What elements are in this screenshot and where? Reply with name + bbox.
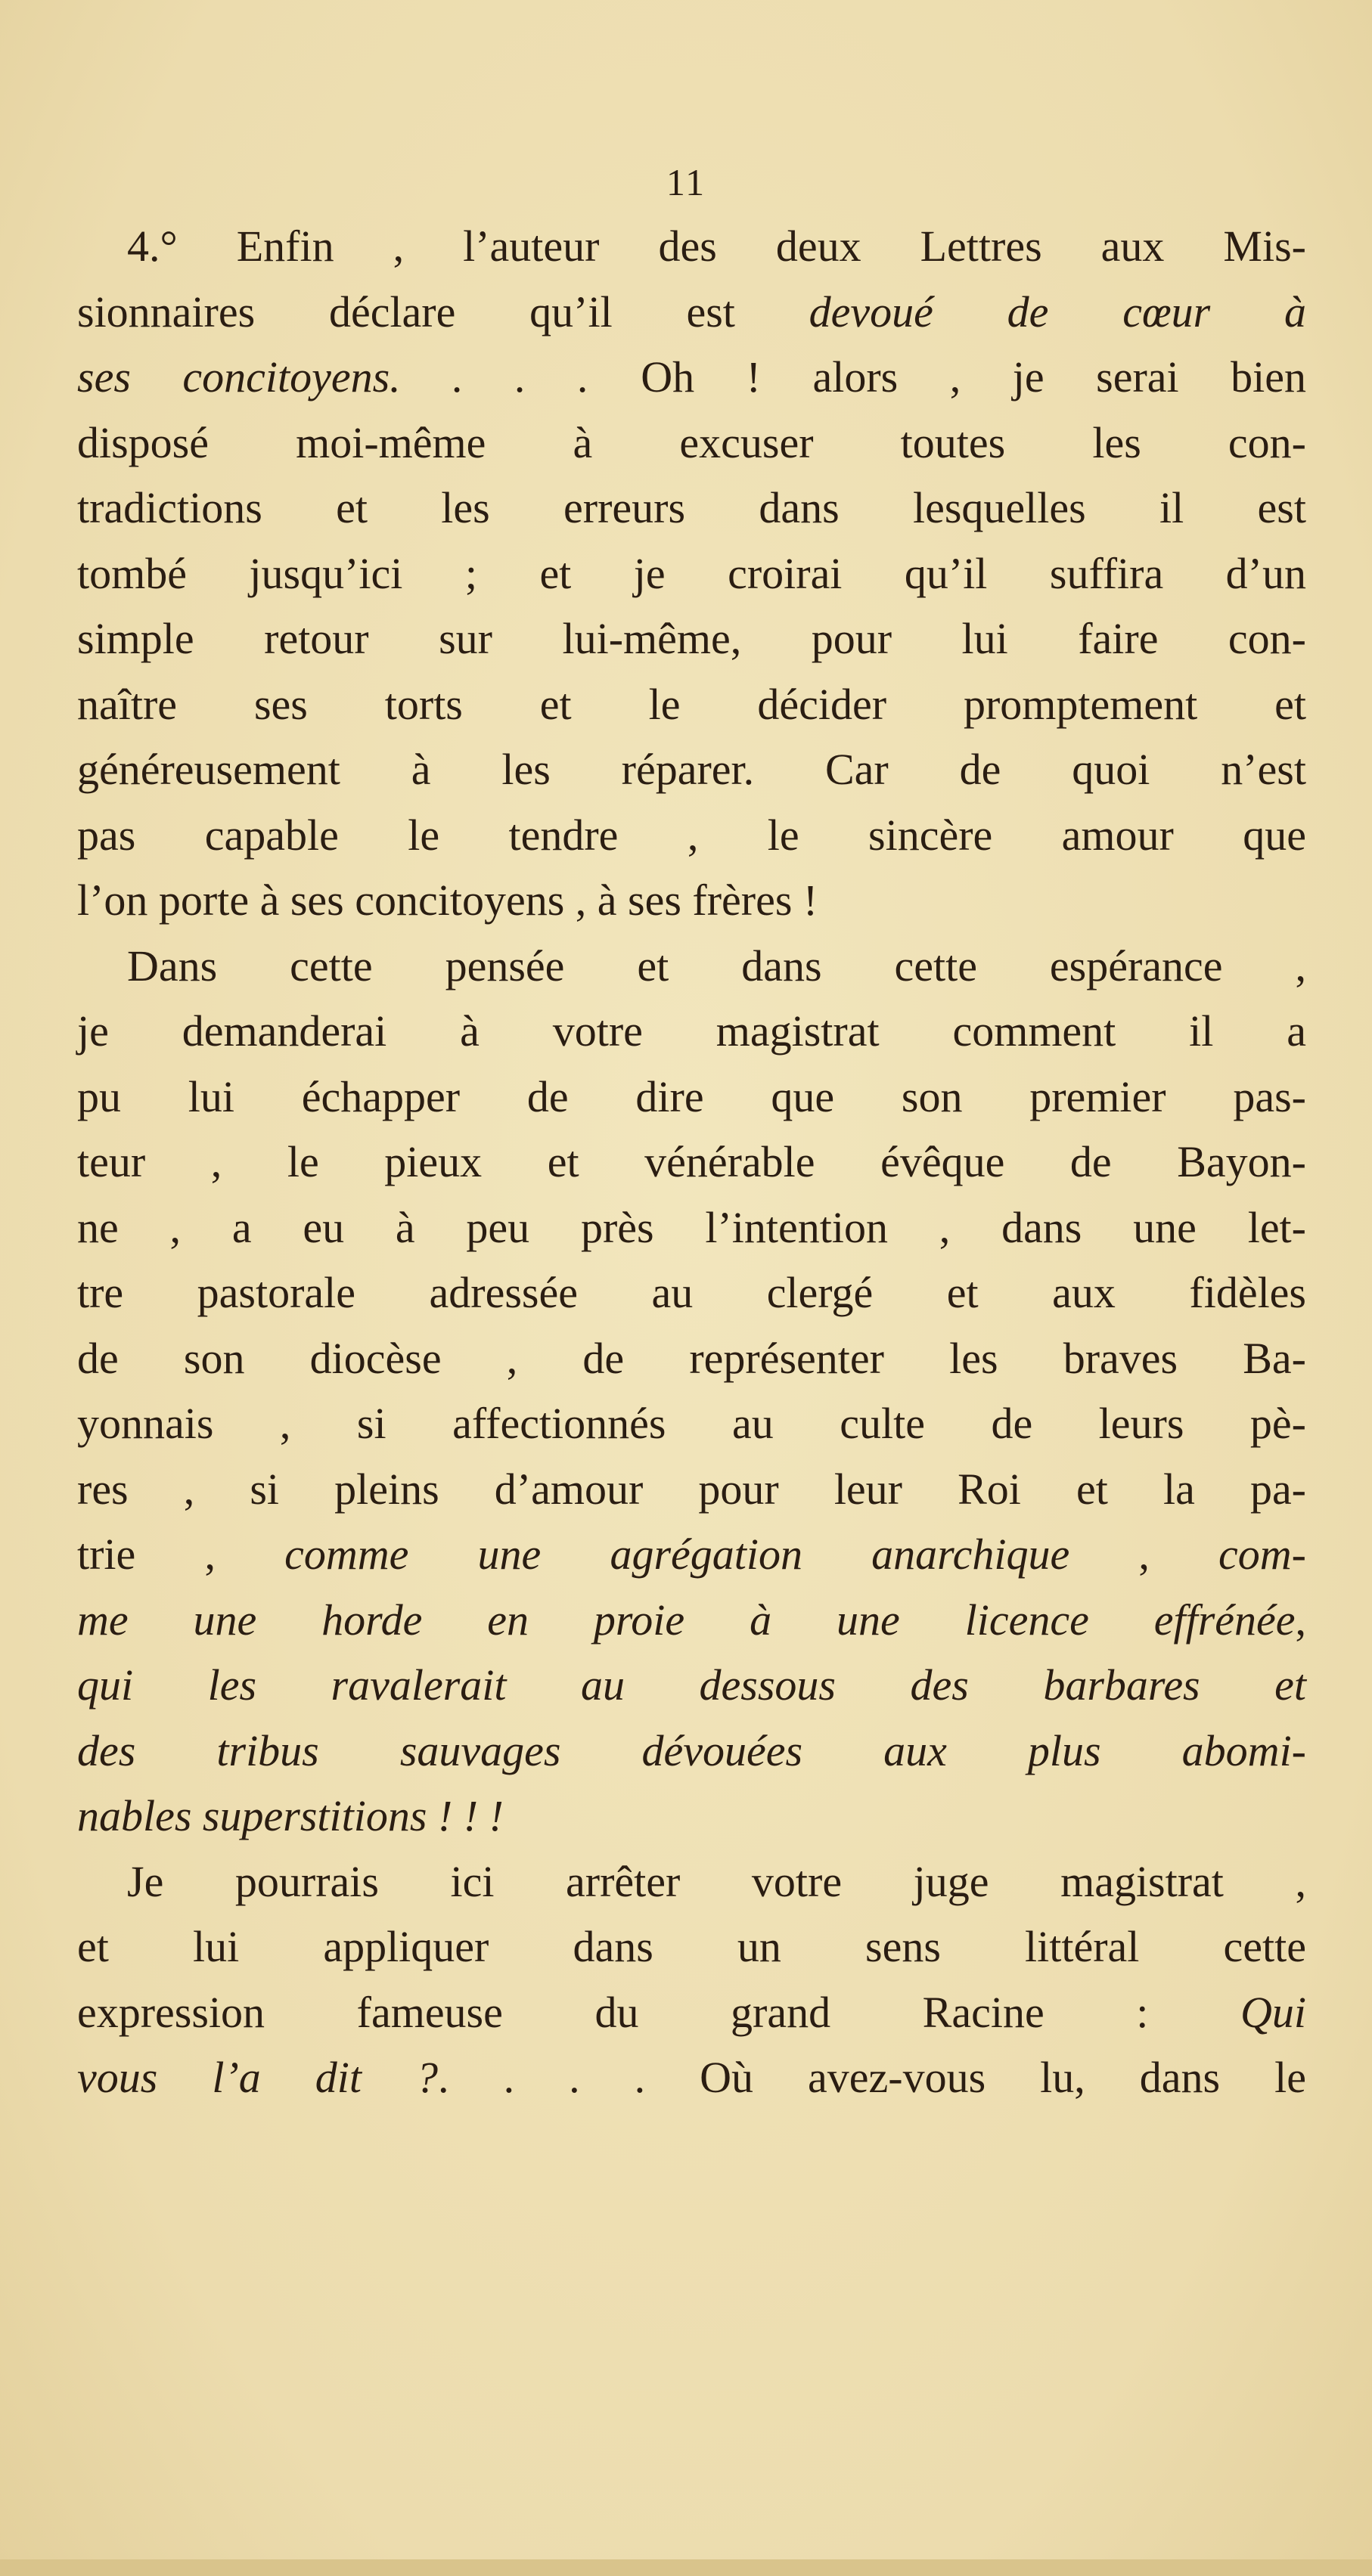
text-segment: pas capable le tendre , le sincère amour que: [77, 810, 1306, 860]
text-line: [77, 1653, 1306, 1719]
text-line: [77, 1130, 1306, 1195]
text-segment: . . . . Où avez-vous lu, dans le: [438, 2053, 1306, 2102]
italic-text: Qui: [1240, 1987, 1306, 2037]
text-segment: sionnaires déclare qu’il est: [77, 287, 809, 336]
text-line: [77, 476, 1306, 541]
text-segment: Dans cette pensée et dans cette espérance ,: [127, 941, 1306, 990]
body-text: [77, 214, 1306, 2111]
text-line: [77, 1522, 1306, 1588]
text-segment: trie ,: [77, 1530, 285, 1579]
text-line: [77, 1914, 1306, 1980]
text-line: [77, 1719, 1306, 1784]
text-line: [77, 1391, 1306, 1457]
text-segment: généreusement à les réparer. Car de quoi n’est: [77, 745, 1306, 794]
text-segment: je demanderai à votre magistrat comment il a: [77, 1006, 1306, 1056]
text-segment: teur , le pieux et vénérable évêque de Bayon-: [77, 1137, 1306, 1186]
italic-text: vous l’a dit ?: [77, 2053, 439, 2102]
text-line: [77, 803, 1306, 869]
text-line: [77, 1260, 1306, 1326]
text-segment: Oh ! alors , je serai bien: [588, 352, 1306, 401]
italic-text: me une horde en proie à une licence effrénée: [77, 1595, 1296, 1644]
text-line: [77, 868, 1306, 934]
text-segment: disposé moi-même à excuser toutes les con-: [77, 417, 1306, 467]
text-segment: de son diocèse , de représenter les braves Ba-: [77, 1333, 1306, 1383]
italic-text: comme une agrégation anarchique: [284, 1530, 1070, 1579]
text-line: [77, 999, 1306, 1065]
text-line: [77, 214, 1306, 280]
italic-text: qui les ravalerait au dessous des barbares et: [77, 1660, 1306, 1710]
text-line: [77, 1588, 1306, 1654]
text-line: [77, 2045, 1306, 2111]
text-segment: ,: [1295, 1595, 1306, 1644]
text-line: [77, 1065, 1306, 1130]
text-line: [77, 1326, 1306, 1392]
text-segment: et lui appliquer dans un sens littéral cette: [77, 1922, 1306, 1971]
text-line: [77, 1457, 1306, 1523]
italic-text: devoué de cœur à: [809, 287, 1306, 336]
page-edge: [0, 2559, 1372, 2576]
text-segment: yonnais , si affectionnés au culte de leurs pè-: [77, 1399, 1306, 1448]
text-line: [77, 280, 1306, 346]
text-segment: tradictions et les erreurs dans lesquelles il est: [77, 483, 1306, 532]
text-line: [77, 1849, 1306, 1915]
text-segment: ne , a eu à peu près l’intention , dans une let-: [77, 1202, 1306, 1252]
text-line: [77, 541, 1306, 607]
text-segment: 4.° Enfin , l’auteur des deux Lettres aux Mis-: [127, 222, 1306, 271]
text-segment: Je pourrais ici arrêter votre juge magistrat ,: [127, 1856, 1306, 1906]
text-segment: tombé jusqu’ici ; et je croirai qu’il suffira d’un: [77, 548, 1306, 598]
text-segment: res , si pleins d’amour pour leur Roi et la pa-: [77, 1464, 1306, 1514]
text-segment: expression fameuse du grand Racine :: [77, 1987, 1240, 2037]
text-line: [77, 1980, 1306, 2046]
text-segment: simple retour sur lui-même, pour lui faire con-: [77, 614, 1306, 663]
text-line: [77, 345, 1306, 411]
text-segment: tre pastorale adressée au clergé et aux fidèles: [77, 1268, 1306, 1317]
italic-text: des tribus sauvages dévouées aux plus abomi-: [77, 1725, 1306, 1775]
text-line: [77, 411, 1306, 476]
page-number: 11: [666, 161, 706, 203]
italic-text: ses concitoyens. . . .: [77, 352, 589, 401]
text-line: [77, 934, 1306, 1000]
text-segment: ,: [1069, 1530, 1219, 1579]
text-line: [77, 737, 1306, 803]
text-line: [77, 672, 1306, 738]
text-segment: l’on porte à ses concitoyens , à ses frères !: [77, 876, 818, 925]
italic-text: nables superstitions ! ! !: [77, 1791, 504, 1840]
italic-text: com-: [1218, 1530, 1306, 1579]
text-line: [77, 1784, 1306, 1849]
text-line: [77, 1195, 1306, 1261]
text-line: [77, 606, 1306, 672]
text-segment: naître ses torts et le décider promptement et: [77, 679, 1306, 729]
text-segment: pu lui échapper de dire que son premier pas-: [77, 1071, 1306, 1121]
